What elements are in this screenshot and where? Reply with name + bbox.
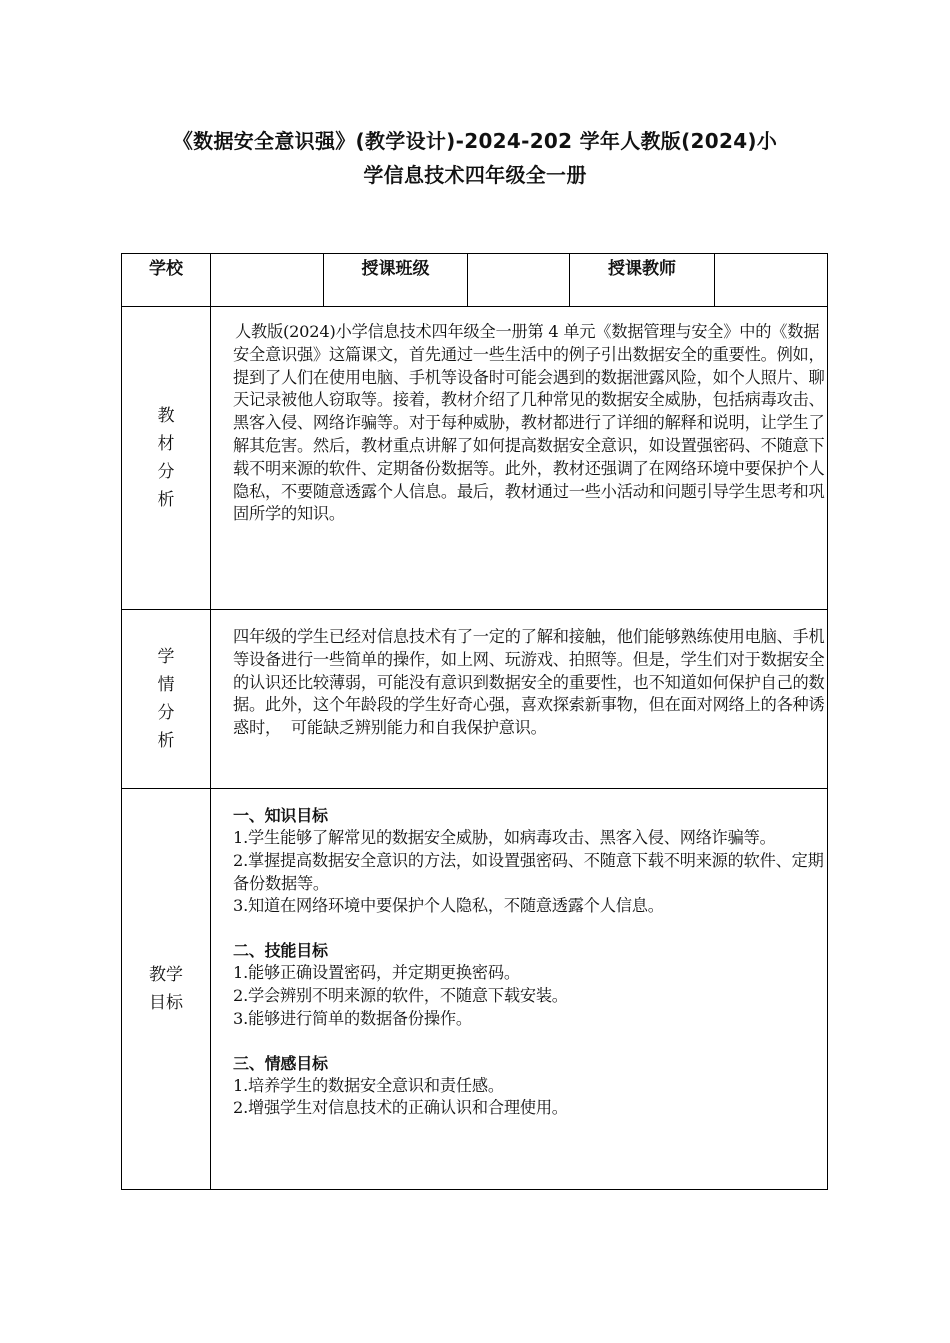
textbook-analysis-label-cell (122, 307, 211, 610)
knowledge-title: 一、知识目标 (233, 806, 328, 825)
textbook-analysis-row (122, 307, 828, 610)
title-line-1: 《数据安全意识强》(教学设计)-2024-202 学年人教版(2024)小 (172, 129, 778, 153)
skills-item: 2.学会辨别不明来源的软件，不随意下载安装。 (233, 985, 568, 1005)
emotion-item: 2.增强学生对信息技术的正确认识和合理使用。 (233, 1098, 568, 1118)
class-value (468, 254, 570, 307)
objectives-row (122, 789, 828, 1190)
knowledge-item: 2.掌握提高数据安全意识的方法，如设置强密码、不随意下载不明来源的软件、定期备份数据等。 (233, 850, 824, 893)
student-analysis-label: 学情分析 (157, 647, 175, 751)
objectives-label: 教学目标 (149, 965, 183, 1013)
student-analysis-text: 四年级的学生已经对信息技术有了一定的了解和接触，他们能够熟练使用电脑、手机等设备进行一些简单的操作，如上网、玩游戏、拍照等。但是，学生们对于数据安全的认识还比较薄弱，可能没有意识到数据安全的重要性，也不知道如何保护自己的数据。此外，这个年龄段的学生好奇心强，喜欢探索新事物，但在面对网络上的各种诱惑时， 可能缺乏辨别能力和自我保护意识。 (233, 627, 825, 738)
teacher-value (715, 254, 828, 307)
document-title (120, 124, 830, 192)
lesson-plan-table (121, 253, 828, 1190)
student-analysis-label-cell (122, 610, 211, 789)
textbook-analysis-text: 人教版(2024)小学信息技术四年级全一册第 4 单元《数据管理与安全》中的《数据安全意识强》这篇课文，首先通过一些生活中的例子引出数据安全的重要性。例如，提到了人们在使用电脑、手机等设备时可能会遇到的数据泄露风险，如个人照片、聊天记录被他人窃取等。接着，教材介绍了几种常见的数据安全威胁，包括病毒攻击、黑客入侵、网络诈骗等。对于每种威胁，教材都进行了详细的解释和说明，让学生了解其危害。然后，教材重点讲解了如何提高数据安全意识，如设置强密码、不随意下载不明来源的软件、定期备份数据等。此外，教材还强调了在网络环境中要保护个人隐私，不要随意透露个人信息。最后，教材通过一些小活动和问题引导学生思考和巩固所学的知识。 (233, 322, 825, 524)
emotion-title: 三、情感目标 (233, 1053, 328, 1073)
textbook-analysis-cell (211, 307, 828, 610)
teacher-label: 授课教师 (570, 254, 715, 307)
school-value (211, 254, 324, 307)
class-label: 授课班级 (324, 254, 468, 307)
textbook-analysis-label: 教材分析 (157, 406, 175, 510)
knowledge-item: 1.学生能够了解常见的数据安全威胁，如病毒攻击、黑客入侵、网络诈骗等。 (233, 828, 776, 847)
school-label: 学校 (122, 254, 211, 307)
skills-title: 二、技能目标 (233, 941, 328, 961)
objectives-cell (211, 789, 828, 1190)
student-analysis-cell (211, 610, 828, 789)
objectives-label-cell (122, 789, 211, 1190)
student-analysis-row (122, 610, 828, 789)
skills-item: 3.能够进行简单的数据备份操作。 (233, 1008, 472, 1028)
emotion-item: 1.培养学生的数据安全意识和责任感。 (233, 1075, 504, 1095)
title-line-2: 学信息技术四年级全一册 (363, 163, 587, 187)
skills-item: 1.能够正确设置密码，并定期更换密码。 (233, 963, 520, 983)
header-row (122, 254, 828, 307)
knowledge-item: 3.知道在网络环境中要保护个人隐私，不随意透露个人信息。 (233, 896, 664, 916)
